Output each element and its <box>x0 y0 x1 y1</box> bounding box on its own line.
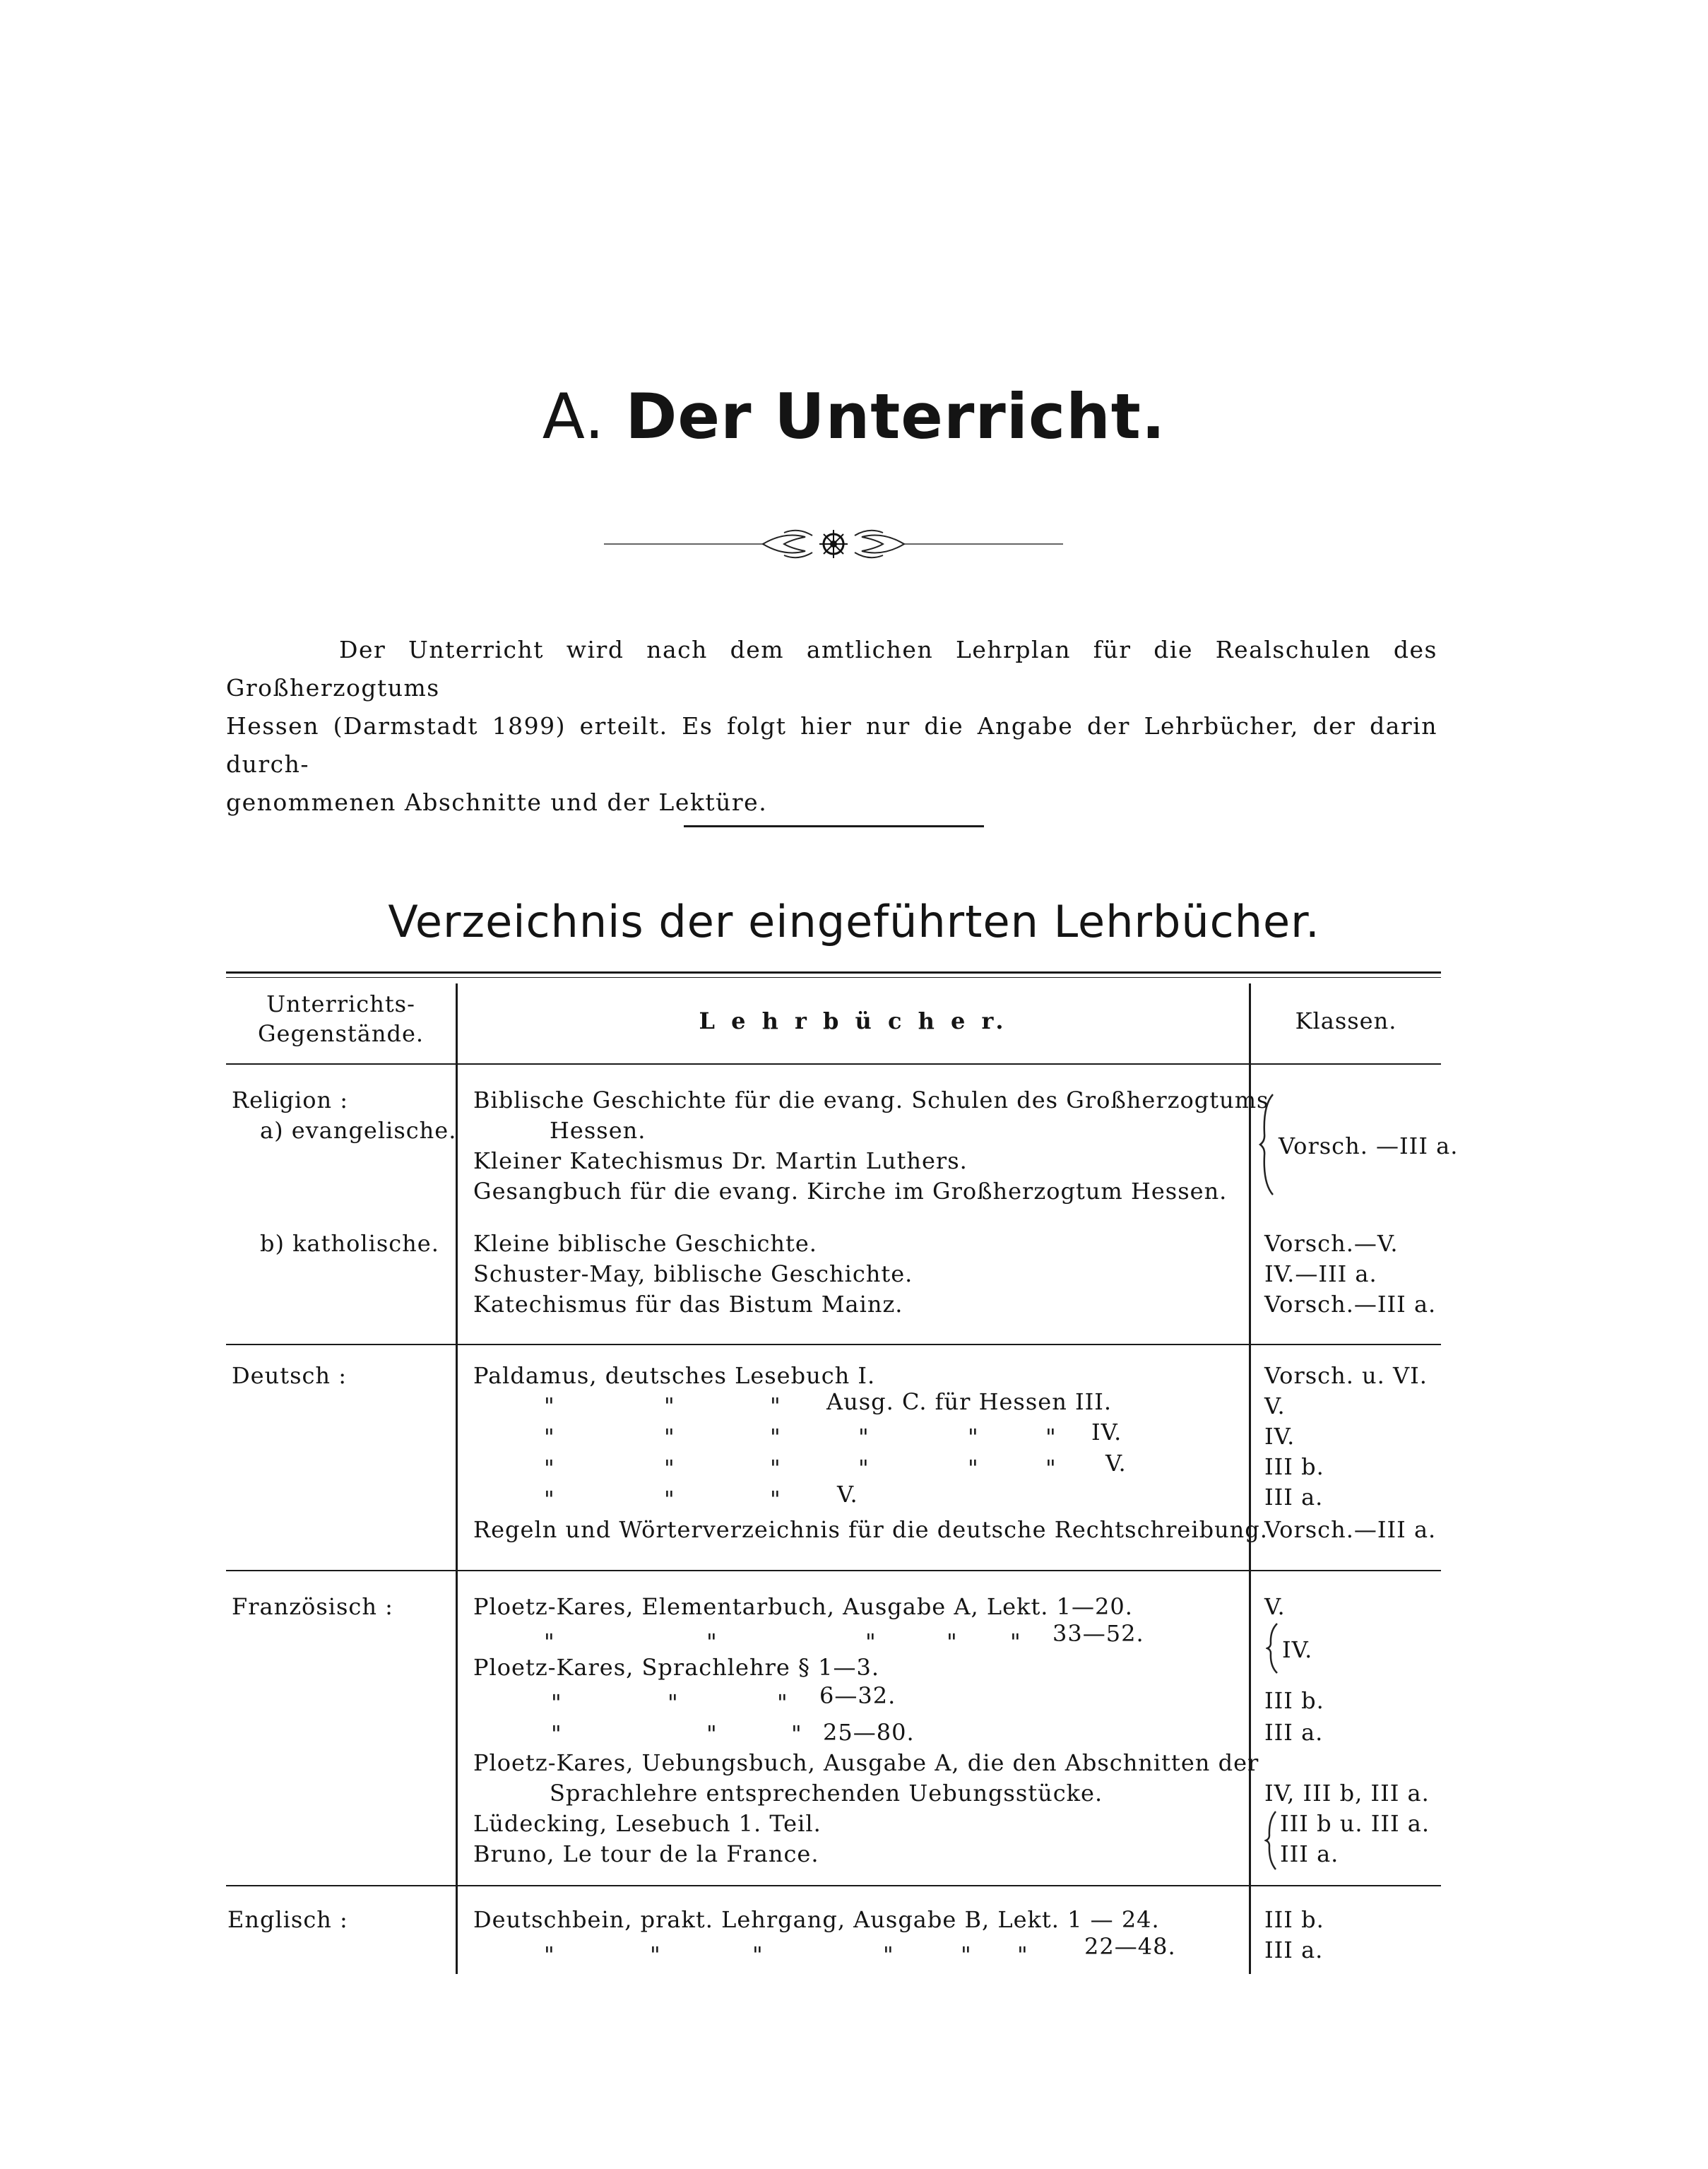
ditto-mark: " <box>668 1689 679 1716</box>
book-line: Kleine biblische Geschichte. <box>473 1230 817 1257</box>
ditto-mark: " <box>1010 1629 1021 1655</box>
book-line: Schuster-May, biblische Geschichte. <box>473 1260 913 1287</box>
ditto-mark: " <box>961 1942 972 1968</box>
book-line: Ausg. C. für Hessen III. <box>826 1388 1113 1415</box>
ditto-mark: " <box>664 1486 675 1513</box>
brace-icon <box>1264 1810 1279 1871</box>
classes-cell: III a. <box>1280 1840 1339 1867</box>
intro-paragraph <box>226 631 1437 822</box>
row-rule <box>226 1344 1441 1345</box>
ditto-mark: " <box>544 1424 555 1450</box>
classes-cell: IV, III b, III a. <box>1264 1780 1430 1807</box>
book-line: 25—80. <box>823 1719 915 1746</box>
book-line: Sprachlehre entsprechenden Uebungsstücke. <box>550 1780 1103 1807</box>
ditto-mark: " <box>1045 1424 1057 1450</box>
ditto-mark: " <box>544 1393 555 1419</box>
book-line: Ploetz-Kares, Sprachlehre § 1—3. <box>473 1654 880 1681</box>
ditto-mark: " <box>706 1720 718 1747</box>
book-line: Ploetz-Kares, Uebungsbuch, Ausgabe A, die den Abschnitten der <box>473 1749 1259 1776</box>
book-line: Lüdecking, Lesebuch 1. Teil. <box>473 1810 822 1837</box>
ditto-mark: " <box>1045 1455 1057 1482</box>
book-line: Deutschbein, prakt. Lehrgang, Ausgabe B, Lekt. 1 — 24. <box>473 1906 1160 1933</box>
ditto-mark: " <box>544 1486 555 1513</box>
ditto-mark: " <box>544 1942 555 1968</box>
ditto-mark: " <box>551 1720 562 1747</box>
ditto-mark: " <box>791 1720 802 1747</box>
classes-cell: IV. <box>1282 1636 1313 1663</box>
ditto-mark: " <box>777 1689 788 1716</box>
title-main: Der Unterricht. <box>625 380 1166 453</box>
ditto-mark: " <box>968 1424 979 1450</box>
book-line: Hessen. <box>550 1117 646 1144</box>
ditto-mark: " <box>544 1629 555 1655</box>
book-line: 6—32. <box>819 1682 896 1709</box>
classes-cell: Vorsch. u. VI. <box>1264 1362 1428 1389</box>
classes-cell: III a. <box>1264 1484 1324 1511</box>
intro-line: genommenen Abschnitte und der Lektüre. <box>226 788 768 816</box>
ditto-mark: " <box>544 1455 555 1482</box>
classes-cell: IV. <box>1264 1423 1295 1450</box>
section-rule <box>684 825 984 827</box>
subject-englisch: Englisch : <box>227 1906 348 1933</box>
subject-religion: Religion : <box>232 1087 349 1113</box>
ditto-mark: " <box>664 1455 675 1482</box>
intro-line: Hessen (Darmstadt 1899) erteilt. Es folgt hier nur die Angabe der Lehrbücher, der darin durch- <box>226 712 1437 778</box>
ditto-mark: " <box>1017 1942 1028 1968</box>
book-line: Ploetz-Kares, Elementarbuch, Ausgabe A, Lekt. 1—20. <box>473 1593 1133 1620</box>
classes-cell: Vorsch.—V. <box>1264 1230 1399 1257</box>
book-line: Kleiner Katechismus Dr. Martin Luthers. <box>473 1147 968 1174</box>
classes-cell: V. <box>1264 1393 1286 1419</box>
classes-cell: Vorsch.—III a. <box>1264 1516 1437 1543</box>
ditto-mark: " <box>664 1393 675 1419</box>
header-bottom-rule <box>226 1063 1441 1065</box>
header-subjects-line: Unterrichts- <box>266 991 415 1017</box>
ditto-mark: " <box>883 1942 894 1968</box>
subject-deutsch: Deutsch : <box>232 1362 347 1389</box>
header-subjects-line: Gegenstände. <box>257 1020 425 1047</box>
classes-cell: III a. <box>1264 1937 1324 1963</box>
ditto-mark: " <box>770 1486 781 1513</box>
table-top-rule <box>226 971 1441 974</box>
ditto-mark: " <box>858 1455 870 1482</box>
row-rule <box>226 1885 1441 1886</box>
book-line: IV. <box>1091 1419 1122 1446</box>
row-rule <box>226 1570 1441 1571</box>
classes-cell: III b. <box>1264 1453 1324 1480</box>
book-line: 33—52. <box>1052 1620 1144 1647</box>
subject-religion-katholisch: b) katholische. <box>260 1230 439 1257</box>
book-line: V. <box>1105 1450 1127 1477</box>
classes-cell: III a. <box>1264 1719 1324 1746</box>
ditto-mark: " <box>650 1942 661 1968</box>
ditto-mark: " <box>858 1424 870 1450</box>
classes-cell: III b u. III a. <box>1280 1810 1430 1837</box>
intro-line: Der Unterricht wird nach dem amtlichen Lehrplan für die Realschulen des Großherzogtums <box>226 636 1437 702</box>
header-subjects <box>226 989 456 1048</box>
ditto-mark: " <box>752 1942 764 1968</box>
table-top-rule-thin <box>226 977 1441 978</box>
table-title: Verzeichnis der eingeführten Lehrbücher. <box>388 896 1320 947</box>
page-title <box>0 374 1708 459</box>
ditto-mark: " <box>770 1424 781 1450</box>
book-line: V. <box>837 1481 858 1508</box>
ditto-mark: " <box>947 1629 958 1655</box>
ornament-icon <box>604 523 1063 565</box>
classes-cell: III b. <box>1264 1687 1324 1714</box>
ditto-mark: " <box>865 1629 877 1655</box>
title-prefix: A. <box>542 380 605 453</box>
book-line: Gesangbuch für die evang. Kirche im Großherzogtum Hessen. <box>473 1178 1228 1205</box>
column-divider <box>1249 983 1251 1974</box>
header-classes: Klassen. <box>1295 1007 1397 1034</box>
subject-religion-evangelisch: a) evangelische. <box>260 1117 457 1144</box>
book-line: Paldamus, deutsches Lesebuch I. <box>473 1362 876 1389</box>
book-line: Bruno, Le tour de la France. <box>473 1840 819 1867</box>
brace-icon <box>1259 1092 1276 1198</box>
book-line: Katechismus für das Bistum Mainz. <box>473 1291 903 1318</box>
ditto-mark: " <box>664 1424 675 1450</box>
book-line: 22—48. <box>1084 1933 1176 1960</box>
classes-cell: Vorsch. —III a. <box>1279 1133 1459 1159</box>
ditto-mark: " <box>770 1393 781 1419</box>
header-books: L e h r b ü c h e r. <box>699 1007 1008 1034</box>
classes-cell: V. <box>1264 1593 1286 1620</box>
book-line: Biblische Geschichte für die evang. Schulen des Großherzogtums <box>473 1087 1269 1113</box>
ornament-divider <box>604 523 1063 565</box>
subject-franzoesisch: Französisch : <box>232 1593 393 1620</box>
ditto-mark: " <box>551 1689 562 1716</box>
book-line: Regeln und Wörterverzeichnis für die deutsche Rechtschreibung. <box>473 1516 1268 1543</box>
brace-icon <box>1266 1622 1280 1674</box>
ditto-mark: " <box>770 1455 781 1482</box>
classes-cell: IV.—III a. <box>1264 1260 1377 1287</box>
ditto-mark: " <box>968 1455 979 1482</box>
classes-cell: Vorsch.—III a. <box>1264 1291 1437 1318</box>
ditto-mark: " <box>706 1629 718 1655</box>
classes-cell: III b. <box>1264 1906 1324 1933</box>
